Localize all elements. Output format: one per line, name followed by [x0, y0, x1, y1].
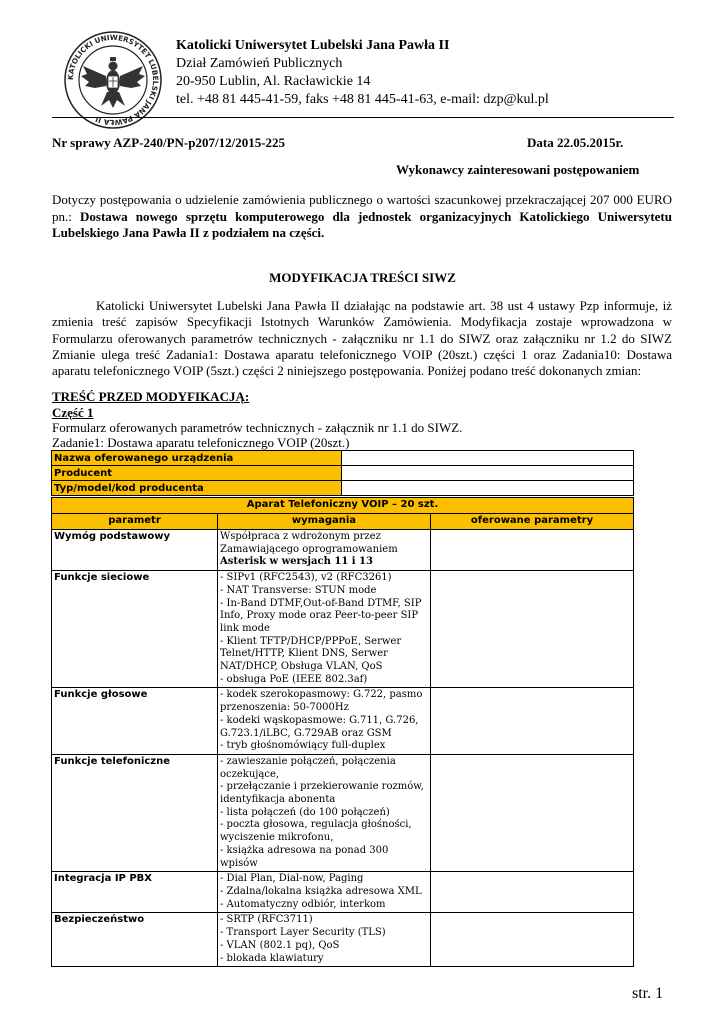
- requirement-line: - In-Band DTMF,Out-of-Band DTMF, SIP Info, Proxy mode oraz Peer-to-peer SIP link mode: [220, 597, 422, 634]
- requirement-line: - obsługa PoE (IEEE 802.3af): [220, 673, 368, 685]
- requirement-line: - Zdalna/lokalna książka adresowa XML: [220, 885, 422, 897]
- spec-offered-value[interactable]: [431, 913, 634, 967]
- spec-requirements: [218, 754, 431, 871]
- spec-parameter-label: Funkcje telefoniczne: [52, 754, 218, 871]
- spec-offered-value[interactable]: [431, 872, 634, 913]
- requirement-line: - SRTP (RFC3711): [220, 914, 313, 926]
- intro-bold-text: Dostawa nowego sprzętu komputerowego dla jednostek organizacyjnych Katolickiego Uniwersytetu Lubelskiego Jana Pawła II z podziałem na części.: [52, 208, 672, 240]
- column-header-offered: oferowane parametry: [431, 514, 634, 530]
- requirement-line: - Klient TFTP/DHCP/PPPoE, Serwer Telnet/HTTP, Klient DNS, Serwer NAT/DHCP, Obsługa VLAN, QoS: [220, 635, 402, 673]
- addressees: Wykonawcy zainteresowani postępowaniem: [396, 162, 640, 177]
- id-field-label: Typ/model/kod producenta: [52, 481, 342, 496]
- column-header-parameter: parametr: [52, 514, 218, 530]
- requirement-line: - Automatyczny odbiór, interkom: [220, 898, 386, 910]
- requirement-line: - poczta głosowa, regulacja głośności, wyciszenie mikrofonu,: [220, 819, 412, 844]
- spec-offered-value[interactable]: [431, 688, 634, 755]
- id-field-label: Nazwa oferowanego urządzenia: [52, 451, 342, 466]
- requirement-line: - lista połączeń (do 100 połączeń): [220, 806, 390, 818]
- spec-parameter-label: Bezpieczeństwo: [52, 913, 218, 967]
- spec-row: [52, 571, 634, 688]
- task-line: Zadanie1: Dostawa aparatu telefonicznego VOIP (20szt.): [52, 435, 350, 450]
- requirement-line: - VLAN (802.1 pq), QoS: [220, 939, 340, 951]
- spec-column-headers: [52, 514, 634, 530]
- requirement-line: - NAT Transverse: STUN mode: [220, 584, 377, 596]
- spec-row: [52, 530, 634, 571]
- institution-name: Katolicki Uniwersytet Lubelski Jana Pawła II: [176, 38, 450, 53]
- part-heading: Część 1: [52, 405, 94, 420]
- spec-offered-value[interactable]: [431, 754, 634, 871]
- spec-row: [52, 754, 634, 871]
- id-table-row: [52, 481, 634, 496]
- svg-text:KATOLICKI UNIWERSYTET LUBELSKI: KATOLICKI UNIWERSYTET LUBELSKI JANA PAWŁA II: [65, 32, 161, 128]
- requirement-line: - książka adresowa na ponad 300 wpisów: [220, 844, 389, 869]
- page-number: str. 1: [632, 985, 664, 1002]
- spec-row: [52, 913, 634, 967]
- university-seal-logo: [63, 30, 163, 130]
- requirement-line: Współpraca z wdrożonym przez Zamawiającego oprogramowaniem: [220, 531, 398, 555]
- form-line: Formularz oferowanych parametrów technicznych - załącznik nr 1.1 do SIWZ.: [52, 420, 463, 435]
- header-divider: [52, 117, 674, 118]
- requirement-line: - przełączanie i przekierowanie rozmów, identyfikacja abonenta: [220, 781, 424, 806]
- column-header-requirements: wymagania: [218, 514, 431, 530]
- spec-parameter-label: Integracja IP PBX: [52, 872, 218, 913]
- id-field-value[interactable]: [342, 466, 634, 481]
- document-date: Data 22.05.2015r.: [527, 135, 624, 150]
- id-field-value[interactable]: [342, 451, 634, 466]
- requirement-line: - tryb głośnomówiący full-duplex: [220, 740, 386, 752]
- spec-requirements: [218, 571, 431, 688]
- device-id-table: [51, 450, 634, 496]
- case-number: Nr sprawy AZP-240/PN-p207/12/2015-225: [52, 135, 286, 150]
- spec-parameter-label: Funkcje głosowe: [52, 688, 218, 755]
- intro-paragraph: [52, 192, 672, 242]
- intro-plain-text: Dotyczy postępowania o udzielenie zamówienia publicznego o wartości szacunkowej przekraczającej 207 000 EURO pn.:: [52, 192, 672, 224]
- spec-parameter-label: Funkcje sieciowe: [52, 571, 218, 688]
- contact-line: tel. +48 81 445-41-59, faks +48 81 445-41-63, e-mail: dzp@kul.pl: [176, 92, 549, 107]
- spec-requirements: [218, 872, 431, 913]
- spec-requirements: [218, 530, 431, 571]
- spec-offered-value[interactable]: [431, 571, 634, 688]
- requirement-line: - Transport Layer Security (TLS): [220, 927, 386, 939]
- spec-table: [51, 497, 634, 967]
- requirement-line: - kodeki wąskopasmowe: G.711, G.726, G.723.1/iLBC, G.729AB oraz GSM: [220, 714, 419, 739]
- requirement-line: - blokada klawiatury: [220, 952, 324, 964]
- spec-parameter-label: Wymóg podstawowy: [52, 530, 218, 571]
- id-field-label: Producent: [52, 466, 342, 481]
- requirement-line: - kodek szerokopasmowy: G.722, pasmo przenoszenia: 50-7000Hz: [220, 689, 423, 714]
- spec-requirements: [218, 913, 431, 967]
- id-field-value[interactable]: [342, 481, 634, 496]
- id-table-row: [52, 451, 634, 466]
- body-paragraph: Katolicki Uniwersytet Lubelski Jana Pawła II działając na podstawie art. 38 ust 4 ustawy Pzp informuje, iż zmienia treść zapisów Specyfikacji Istotnych Warunków Zamówienia. Modyfikacja zostaje wprowadzona w Formularzu oferowanych parametrów technicznych - załączniku nr 1.1 do SIWZ oraz załączniku nr 1.2 do SIWZ Zmianie ulega treść Zadania1: Dostawa aparatu telefonicznego VOIP (20szt.) części 1 oraz Zadania10: Dostawa aparatu telefonicznego VOIP (5szt.) części 2 niniejszego postępowania. Poniżej podano treść dokonanych zmian:: [52, 298, 672, 379]
- requirement-line: - Dial Plan, Dial-now, Paging: [220, 873, 364, 885]
- spec-title-row: [52, 498, 634, 514]
- spec-requirements: [218, 688, 431, 755]
- id-table-row: [52, 466, 634, 481]
- document-title: MODYFIKACJA TREŚCI SIWZ: [269, 270, 456, 285]
- spec-offered-value[interactable]: [431, 530, 634, 571]
- address: 20-950 Lublin, Al. Racławickie 14: [176, 74, 371, 89]
- spec-title: Aparat Telefoniczny VOIP – 20 szt.: [52, 498, 634, 514]
- section-heading: TREŚĆ PRZED MODYFIKACJĄ:: [52, 389, 250, 404]
- requirement-line: - SIPv1 (RFC2543), v2 (RFC3261): [220, 572, 392, 584]
- requirement-line-emphasis: Asterisk w wersjach 11 i 13: [220, 556, 373, 568]
- requirement-line: - zawieszanie połączeń, połączenia oczekujące,: [220, 755, 396, 780]
- spec-row: [52, 872, 634, 913]
- department-name: Dział Zamówień Publicznych: [176, 56, 343, 71]
- spec-row: [52, 688, 634, 755]
